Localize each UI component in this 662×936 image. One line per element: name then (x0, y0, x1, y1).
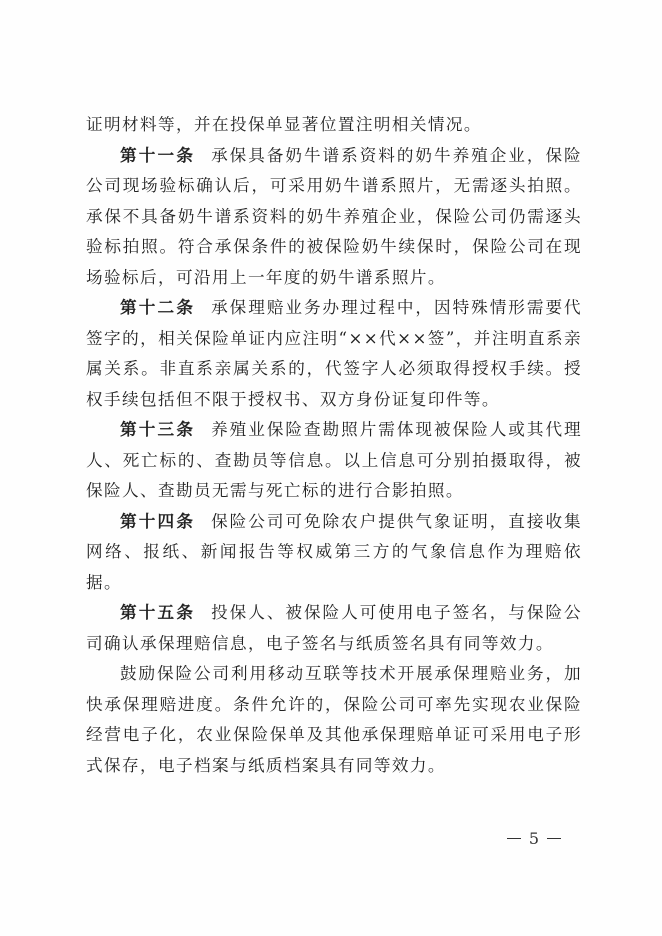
article-13 (86, 415, 582, 507)
article-11 (86, 141, 582, 294)
article-label: 第十一条 (120, 145, 196, 165)
article-text: 承保具备奶牛谱系资料的奶牛养殖企业，保险公司现场验标确认后，可采用奶牛谱系照片，无需逐头拍照。承保不具备奶牛谱系资料的奶牛养殖企业，保险公司仍需逐头验标拍照。符合承保条件的被保险奶牛续保时，保险公司在现场验标后，可沿用上一年度的奶牛谱系照片。 (86, 145, 583, 287)
paragraph-text: 证明材料等，并在投保单显著位置注明相关情况。 (86, 115, 482, 134)
paragraph-text: 鼓励保险公司利用移动互联等技术开展承保理赔业务，加快承保理赔进度。条件允许的，保险公司可率先实现农业保险经营电子化，农业保险保单及其他承保理赔单证可采用电子形式保存，电子档案与纸质档案具有同等效力。 (86, 664, 582, 775)
article-label: 第十四条 (120, 511, 196, 531)
paragraph-continuation (86, 110, 582, 141)
document-body (86, 110, 582, 781)
paragraph-encouragement (86, 659, 582, 781)
article-12 (86, 293, 582, 415)
left-dash (507, 838, 521, 839)
article-text: 保险公司可免除农户提供气象证明，直接收集网络、报纸、新闻报告等权威第三方的气象信息作为理赔依据。 (86, 511, 583, 592)
article-label: 第十二条 (120, 298, 196, 317)
right-dash (547, 838, 561, 839)
page-number: 5 (528, 828, 540, 848)
article-label: 第十三条 (120, 420, 196, 439)
article-text: 承保理赔业务办理过程中，因特殊情形需要代签字的，相关保险单证内应注明“××代××签”，并注明直系亲属关系。非直系亲属关系的，代签字人必须取得授权手续。授权手续包括但不限于授权书、双方身份证复印件等。 (86, 298, 583, 409)
article-14 (86, 507, 582, 599)
article-label: 第十五条 (120, 603, 196, 622)
article-text: 投保人、被保险人可使用电子签名，与保险公司确认承保理赔信息，电子签名与纸质签名具有同等效力。 (86, 603, 583, 653)
article-text: 养殖业保险查勘照片需体现被保险人或其代理人、死亡标的、查勘员等信息。以上信息可分别拍摄取得，被保险人、查勘员无需与死亡标的进行合影拍照。 (86, 420, 583, 500)
page-number-footer (494, 826, 574, 850)
article-15 (86, 598, 582, 659)
